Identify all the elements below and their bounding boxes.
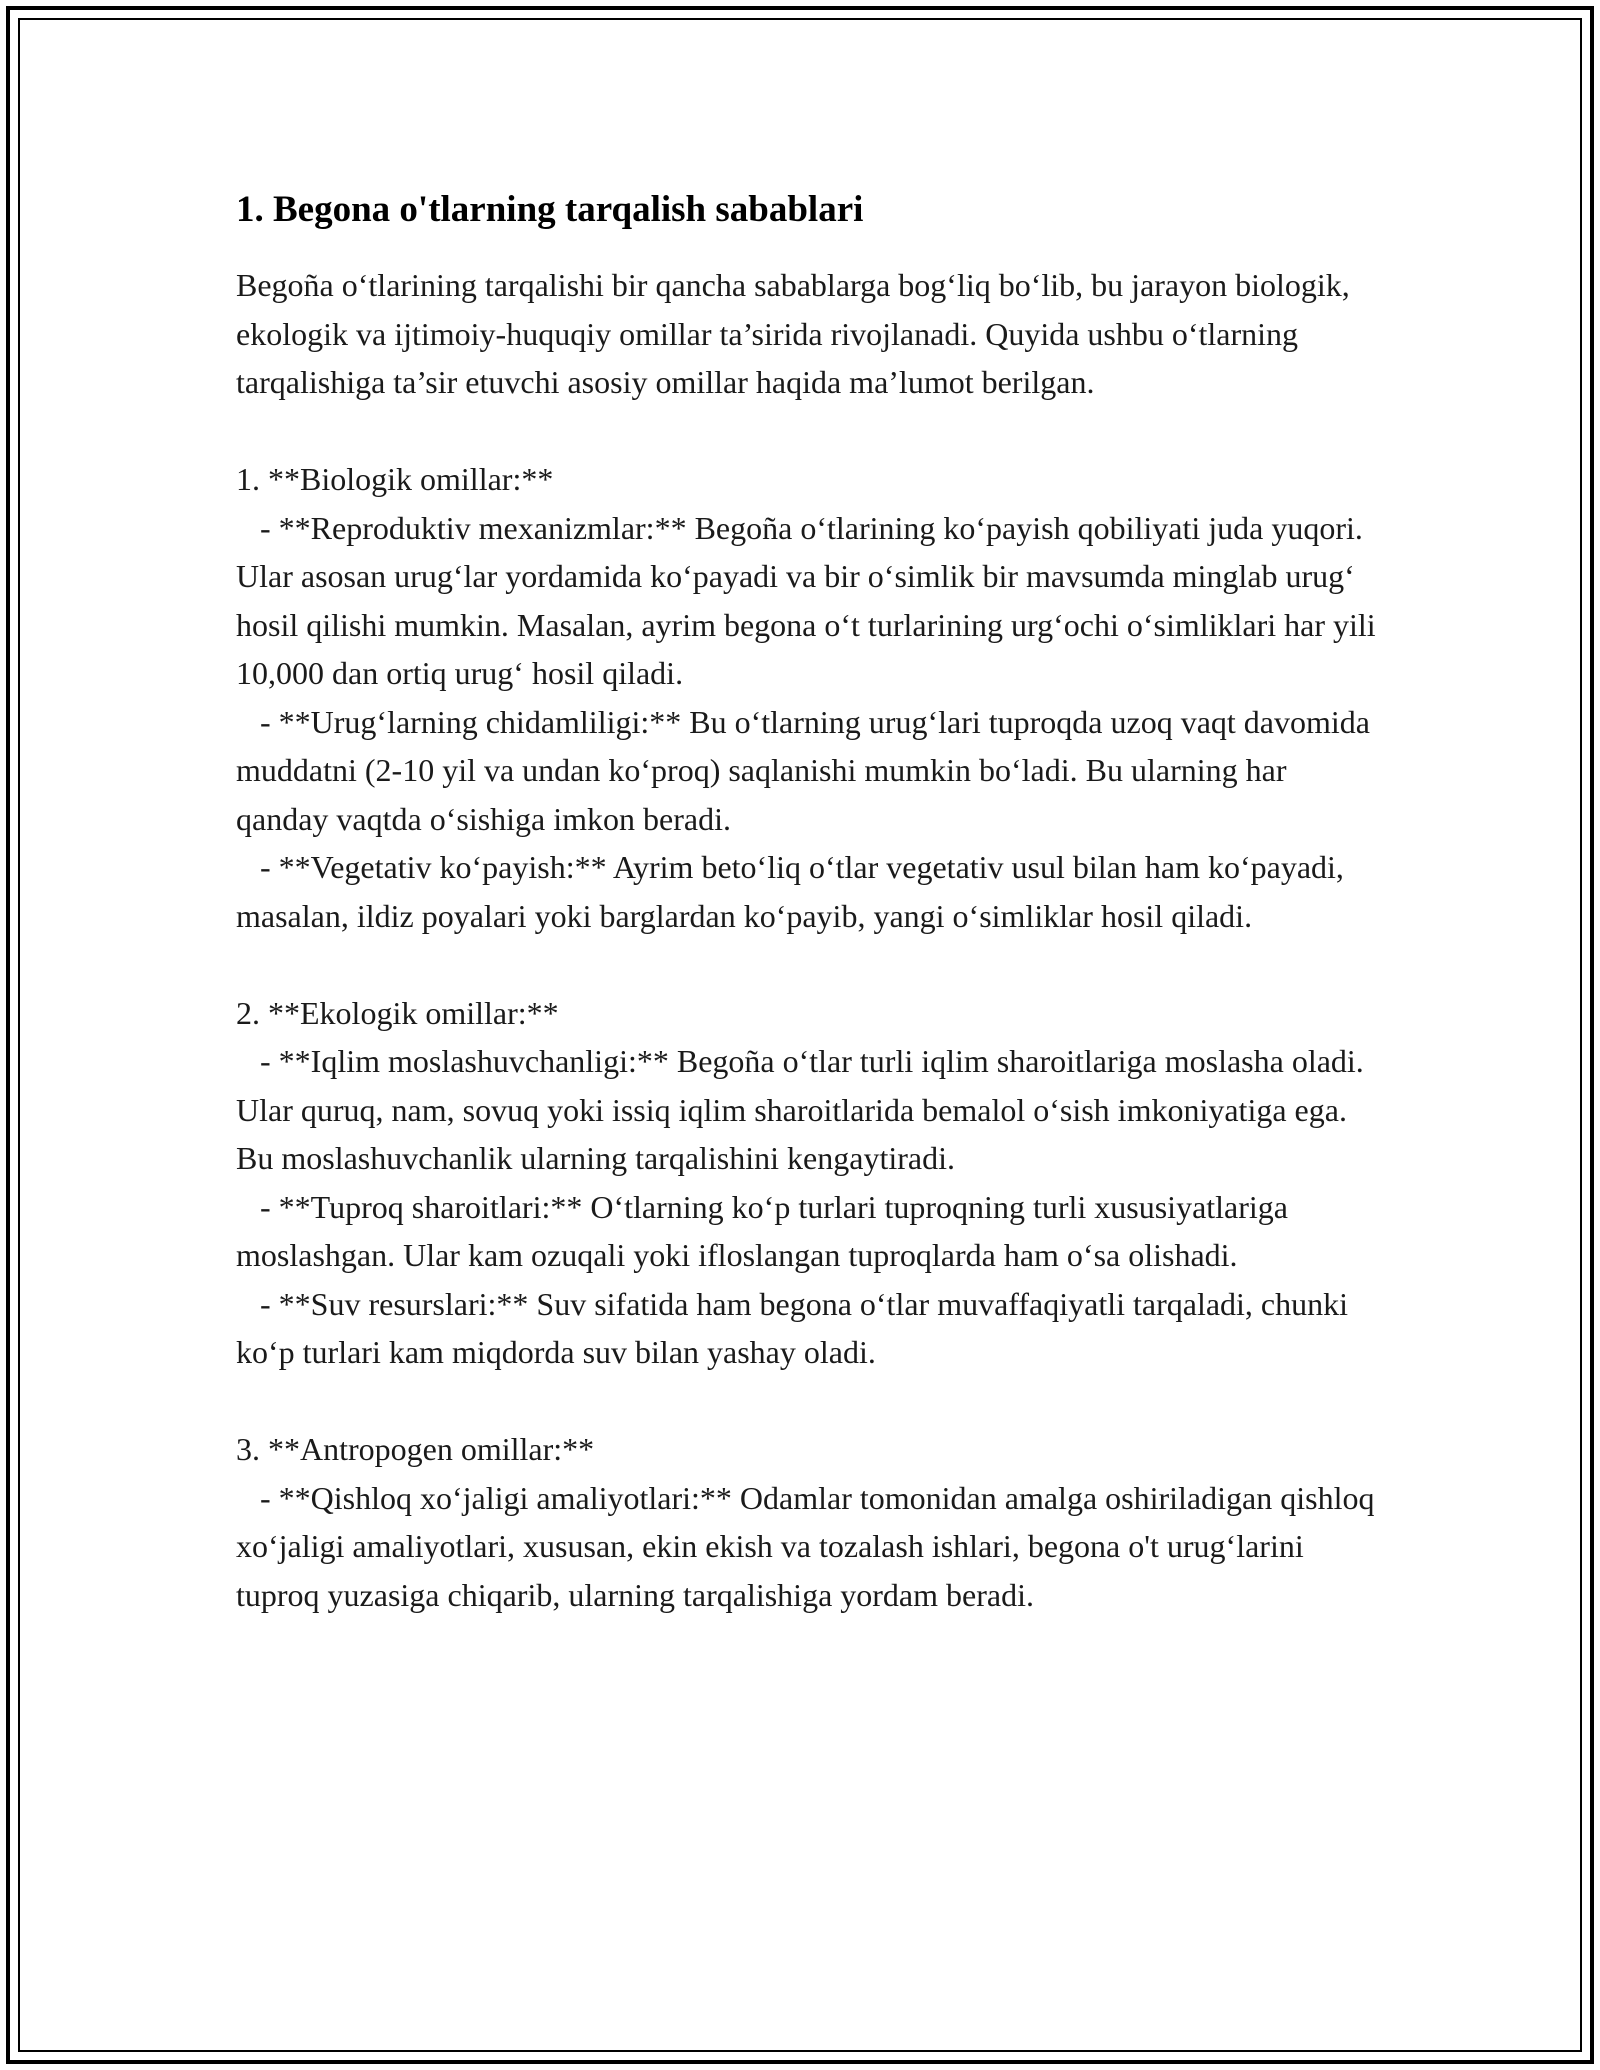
list-item [236, 1183, 1376, 1280]
section-heading: 2. **Ekologik omillar:** [236, 994, 559, 1031]
list-item [236, 843, 1376, 940]
document-title: 1. Begona o'tlarning tarqalish sabablari [236, 189, 864, 230]
list-item-text: - **Urug‘larning chidamliligi:** Bu o‘tlarning urug‘lari tuproqda uzoq vaqt davomida muddatni (2-10 yil va undan ko‘proq) saqlanishi mumkin bo‘ladi. Bu ularning har qanday vaqtda o‘sishiga imkon beradi. [236, 703, 1370, 837]
list-item [236, 1280, 1376, 1377]
intro-paragraph: Begoña o‘tlarining tarqalishi bir qancha sabablarga bog‘liq bo‘lib, bu jarayon biologik, ekologik va ijtimoiy-huquqiy omillar ta’sirida rivojlanadi. Quyida ushbu o‘tlarning tarqalishiga ta’sir etuvchi asosiy omillar haqida ma’lumot berilgan. [236, 267, 1350, 400]
list-item [236, 698, 1376, 844]
section-heading: 3. **Antropogen omillar:** [236, 1431, 595, 1467]
section-antropogen [236, 1425, 1376, 1619]
list-item [236, 504, 1376, 698]
section-ekologik [236, 989, 1376, 1377]
list-item [236, 1474, 1376, 1620]
list-item-text: - **Suv resurslari:** Suv sifatida ham begona o‘tlar muvaffaqiyatli tarqaladi, chunki ko‘p turlari kam miqdorda suv bilan yashay oladi. [236, 1285, 1349, 1370]
list-item-text: - **Iqlim moslashuvchanligi:** Begoña o‘tlar turli iqlim sharoitlariga moslasha oladi. Ular quruq, nam, sovuq yoki issiq iqlim sharoitlarida bemalol o‘sish imkoniyatiga ega. Bu moslashuvchanlik ularning tarqalishini kengaytiradi. [236, 1043, 1364, 1176]
document-body [236, 185, 1376, 1619]
section-biologik [236, 455, 1376, 940]
section-heading: 1. **Biologik omillar:** [236, 461, 554, 497]
list-item-text: - **Vegetativ ko‘payish:** Ayrim beto‘liq o‘tlar vegetativ usul bilan ham ko‘payadi, masalan, ildiz poyalari yoki barglardan ko‘payib, yangi o‘simliklar hosil qiladi. [236, 849, 1344, 934]
list-item-text: - **Tuproq sharoitlari:** O‘tlarning ko‘p turlari tuproqning turli xususiyatlariga moslashgan. Ular kam ozuqali yoki ifloslangan tuproqlarda ham o‘sa olishadi. [236, 1188, 1288, 1273]
list-item-text: - **Reproduktiv mexanizmlar:** Begoña o‘tlarining ko‘payish qobiliyati juda yuqori. Ular asosan urug‘lar yordamida ko‘payadi va bir o‘simlik bir mavsumda minglab urug‘ hosil qilishi mumkin. Masalan, ayrim begona o‘t turlarining urg‘ochi o‘simliklari har yili 10,000 dan ortiq urug‘ hosil qiladi. [236, 509, 1376, 691]
list-item [236, 1037, 1376, 1183]
list-item-text: - **Qishloq xo‘jaligi amaliyotlari:** Odamlar tomonidan amalga oshiriladigan qishloq xo‘jaligi amaliyotlari, xususan, ekin ekish va tozalash ishlari, begona o't urug‘larini tuproq yuzasiga chiqarib, ularning tarqalishiga yordam beradi. [236, 1479, 1375, 1613]
